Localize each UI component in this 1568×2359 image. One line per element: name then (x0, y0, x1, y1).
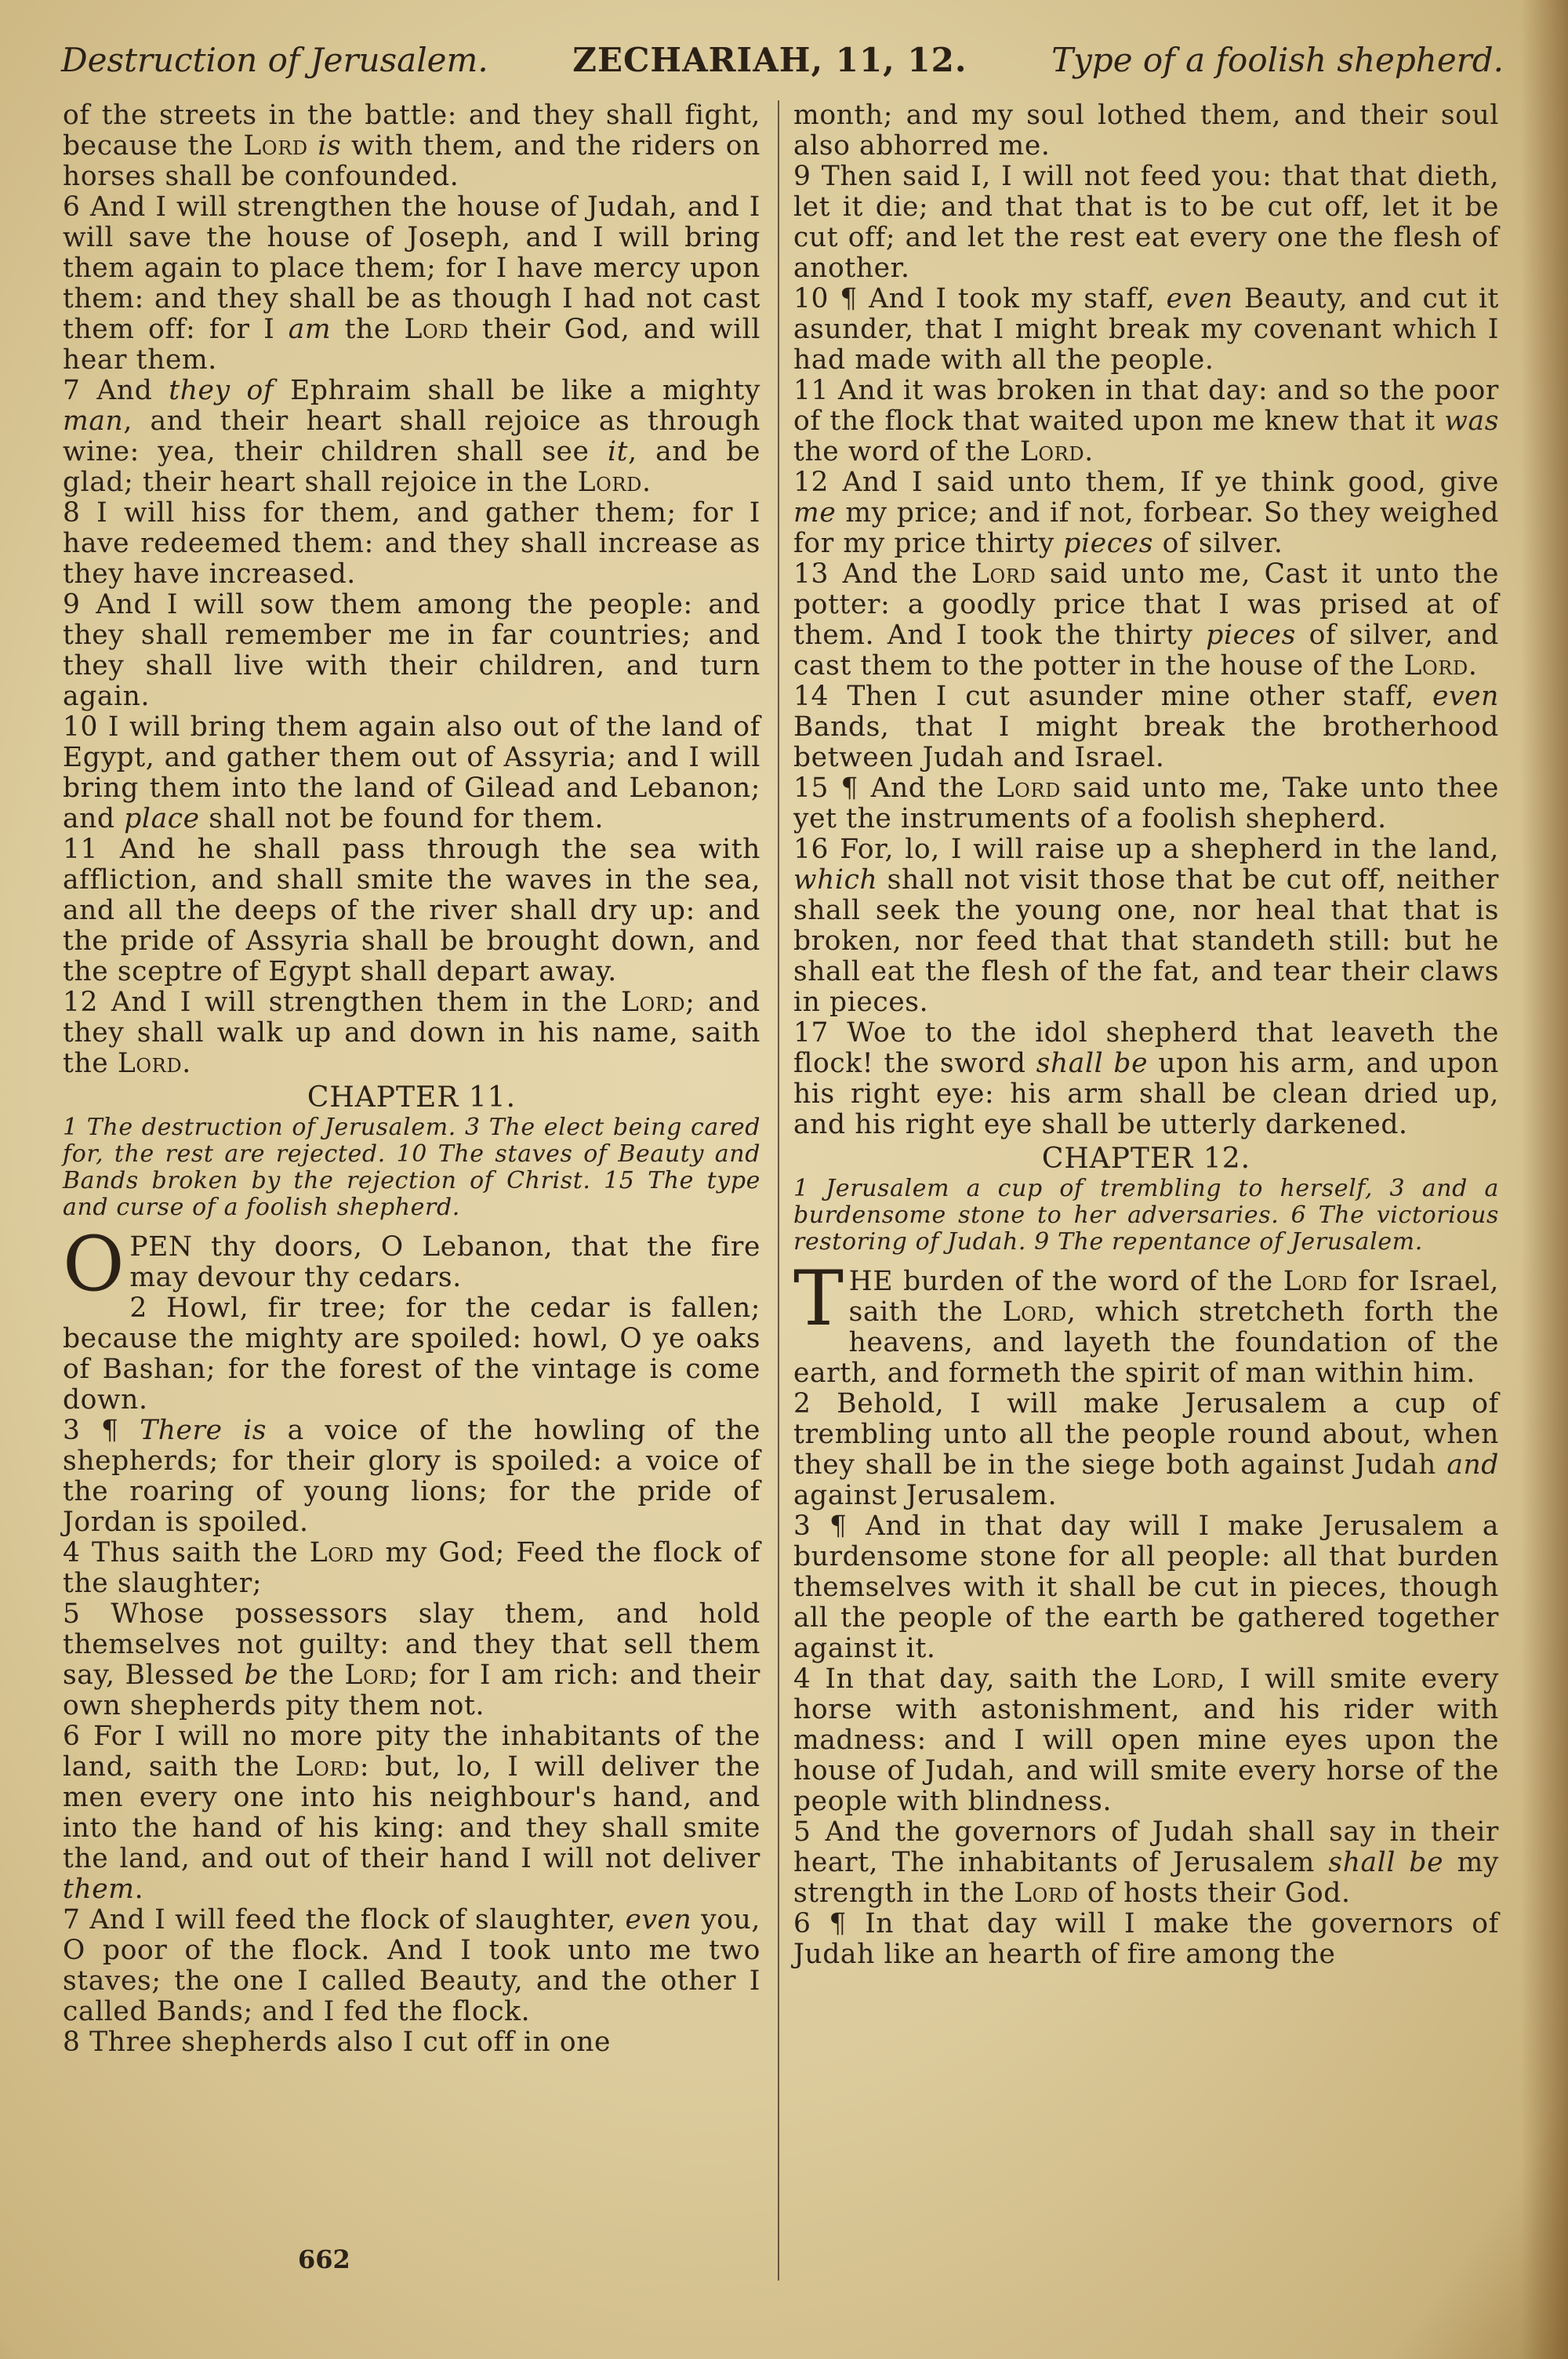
italic-text: which (793, 864, 878, 896)
italic-text: man (63, 405, 124, 437)
text: 7 And I will feed the flock of slaughter, (63, 1904, 626, 1936)
verse (793, 682, 1499, 773)
italic-text: me (793, 497, 837, 529)
text: , which stretcheth forth the heavens, and layeth the foundation of the earth, and formeth the spirit of man within him. (793, 1296, 1499, 1389)
text: 5 And the governors of Judah shall say in their heart, The inhabitants of Jerusalem (793, 1816, 1499, 1878)
text: 5 Whose possessors slay them, and hold themselves not guilty: and they that sell them say, Blessed (63, 1598, 760, 1691)
small-caps-text: Lord (404, 314, 469, 345)
verses-before (63, 100, 760, 1079)
verse (63, 712, 760, 834)
verse (63, 1599, 760, 1721)
italic-text: them (63, 1874, 135, 1905)
text: their God, and will hear them. (63, 314, 761, 376)
italic-text: pieces (1063, 528, 1154, 559)
text: . (134, 1874, 144, 1905)
verse (63, 1905, 760, 2027)
verse (63, 376, 760, 498)
small-caps-text: Lord (620, 987, 686, 1018)
text: 11 And it was broken in that day: and so the poor of the flock that waited upon me knew that it (793, 375, 1499, 437)
text: of hosts their God. (1078, 1877, 1351, 1909)
text: Ephraim shall be like a mighty (274, 375, 761, 406)
text: my price; and if not, forbear. So they weighed for my price thirty (793, 497, 1499, 559)
verse (793, 100, 1499, 162)
text: the (278, 1659, 345, 1691)
italic-text: even (1432, 681, 1499, 712)
text: , and their heart shall rejoice as through wine: yea, their children shall see (63, 405, 760, 467)
verse (793, 467, 1499, 559)
text: of the streets in the battle: and they shall fight, because the (63, 100, 760, 162)
italic-text: shall be (1036, 1048, 1149, 1079)
verse (63, 590, 760, 712)
text: . (1084, 436, 1094, 467)
small-caps-text: Lord (1283, 1266, 1348, 1297)
italic-text: shall be (1328, 1847, 1444, 1878)
text: . (182, 1048, 191, 1079)
text: : but, lo, I will deliver the men every one into his neighbour's hand, and into the hand of his king: and they shall smite the land, and out of their hand I will not deliver (63, 1751, 761, 1874)
verse (793, 1909, 1499, 1970)
page-edge-shadow (1521, 0, 1568, 2359)
text: upon his arm, and upon his right eye: his arm shall be clean dried up, and his right eye shall be utterly darkened. (793, 1048, 1499, 1140)
verse (793, 834, 1499, 1018)
text: , and be glad; their heart shall rejoice in the (63, 436, 760, 498)
italic-text: and (1446, 1449, 1499, 1481)
verse (793, 1664, 1499, 1817)
verse (63, 834, 760, 987)
chapter-heading: CHAPTER 11. (307, 1081, 517, 1114)
text: 14 Then I cut asunder mine other staff, (793, 681, 1433, 712)
page-number: 662 (298, 2245, 350, 2274)
small-caps-text: Lord (971, 558, 1036, 590)
text: Beauty, and cut it asunder, that I might break my covenant which I had made with all the people. (793, 283, 1499, 376)
text: month; and my soul lothed them, and their soul also abhorred me. (793, 100, 1499, 162)
text: shall not be found for them. (199, 803, 604, 834)
verse (63, 1293, 760, 1416)
small-caps-text: Lord (117, 1048, 183, 1079)
text: you, O poor of the flock. And I took unto me two staves; the one I called Beauty, and the other I called Bands; and I fed the flock. (63, 1904, 761, 2027)
text: the (331, 314, 405, 345)
text: with them, and the riders on horses shall be confounded. (63, 130, 760, 192)
chapter-summary: 1 Jerusalem a cup of trembling to herself, 3 and a burdensome stone to her adversaries. 6 The victorious restoring of Judah. 9 The repentance of Jerusalem. (793, 1175, 1499, 1256)
italic-text: even (625, 1904, 692, 1936)
text: Bands, that I might break the brotherhood between Judah and Israel. (793, 711, 1499, 773)
text: said unto me, Take unto thee yet the instruments of a foolish shepherd. (793, 772, 1499, 834)
text: 7 And (63, 375, 169, 406)
running-header (61, 41, 1504, 88)
italic-text: even (1166, 283, 1233, 314)
left-column (63, 100, 760, 2058)
text: , I will smite every horse with astonishment, and his rider with madness: and I will open mine eyes upon the house of Judah, and will smite every horse of the people with blindness. (793, 1663, 1499, 1817)
verse (793, 1389, 1499, 1511)
small-caps-text: Lord (309, 1537, 375, 1568)
text: 11 And he shall pass through the sea with affliction, and shall smite the waves in the sea, and all the deeps of the river shall dry up: and the pride of Assyria shall be brought down, and the sceptre of Egypt shall depart away. (63, 834, 760, 987)
header-right: Type of a foolish shepherd. (1051, 41, 1504, 79)
text: HE burden of the word of the (848, 1266, 1283, 1297)
text: 12 And I said unto them, If ye think good, give (793, 467, 1499, 498)
text: 6 And I will strengthen the house of Judah, and I will save the house of Joseph, and I will bring them again to place them; for I have mercy upon them: and they shall be as though I had not cast them off: for I (63, 191, 760, 345)
text: 6 ¶ In that day will I make the governors of Judah like an hearth of fire among the (793, 1908, 1499, 1970)
text: 8 I will hiss for them, and gather them; for I have redeemed them: and they shall increase as they have increased. (63, 497, 760, 590)
text: 2 Behold, I will make Jerusalem a cup of trembling unto all the people round about, when they shall be in the siege both against Judah (793, 1388, 1499, 1481)
italic-text: be (244, 1659, 279, 1691)
text: my strength in the (793, 1847, 1499, 1909)
first-verse-text (793, 1255, 1499, 1389)
verse (63, 987, 760, 1079)
text: 2 Howl, fir tree; for the cedar is fallen; because the mighty are spoiled: howl, O ye oaks of Bashan; for the forest of the vintage is come down. (63, 1292, 760, 1416)
small-caps-text: Lord (295, 1751, 360, 1783)
italic-text: am (288, 314, 332, 345)
verse (793, 284, 1499, 376)
text: 4 In that day, saith the (793, 1663, 1152, 1695)
verse (63, 100, 760, 192)
text: 9 Then said I, I will not feed you: that that dieth, let it die; and that that is to be cut off, let it be cut off; and let the rest eat every one the flesh of another. (793, 161, 1499, 284)
header-left: Destruction of Jerusalem. (61, 41, 488, 79)
verses-before (793, 100, 1499, 1140)
first-verse-text (129, 1231, 760, 1293)
verse (793, 773, 1499, 834)
drop-cap: T (793, 1255, 844, 1343)
verse (63, 192, 760, 376)
small-caps-text: Lord (1014, 1877, 1079, 1909)
column-divider (778, 100, 779, 2281)
text: . (1468, 650, 1478, 682)
text: of silver. (1153, 528, 1283, 559)
text: 17 Woe to the idol shepherd that leaveth the flock! the sword (793, 1017, 1499, 1079)
text: shall not visit those that be cut off, neither shall seek the young one, nor heal that that is broken, nor feed that that standeth still: but he shall eat the flesh of the fat, and tear their claws in pieces. (793, 864, 1499, 1018)
text: ; and they shall walk up and down in his name, saith the (63, 987, 760, 1079)
chapter-summary: 1 The destruction of Jerusalem. 3 The elect being cared for, the rest are rejected. 10 The staves of Beauty and Bands broken by the rejection of Christ. 15 The type and curse of a foolish shepherd. (63, 1114, 760, 1221)
header-book-chapter: ZECHARIAH, 11, 12. (572, 41, 967, 79)
text: 3 ¶ (63, 1415, 140, 1446)
italic-text: place (124, 803, 200, 834)
text (308, 130, 318, 162)
small-caps-text: Lord (344, 1659, 409, 1691)
text: 10 I will bring them again also out of the land of Egypt, and gather them out of Assyria; and I will bring them into the land of Gilead and Lebanon; and (63, 711, 760, 834)
small-caps-text: Lord (996, 772, 1061, 804)
verse (63, 498, 760, 590)
text: my God; Feed the flock of the slaughter; (63, 1537, 760, 1599)
verse (793, 376, 1499, 467)
text: of silver, and cast them to the potter in the house of the (793, 620, 1499, 682)
chapter-heading: CHAPTER 12. (1041, 1143, 1251, 1175)
text: for Israel, saith the (848, 1266, 1499, 1328)
italic-text: is (318, 130, 342, 162)
verses-after (63, 1293, 760, 2058)
italic-text: was (1444, 405, 1499, 437)
text: 16 For, lo, I will raise up a shepherd in the land, (793, 834, 1499, 865)
text: 15 ¶ And the (793, 772, 996, 804)
text: 12 And I will strengthen them in the (63, 987, 621, 1018)
verse (793, 1817, 1499, 1909)
text: PEN thy doors, O Lebanon, that the fire may devour thy cedars. (129, 1231, 760, 1293)
small-caps-text: Lord (577, 467, 642, 498)
verse (63, 2027, 760, 2058)
drop-cap: O (63, 1220, 125, 1308)
verse (793, 559, 1499, 682)
text: ; for I am rich: and their own shepherds pity them not. (63, 1659, 760, 1721)
text: . (641, 467, 652, 498)
text: 10 ¶ And I took my staff, (793, 283, 1167, 314)
italic-text: it (608, 436, 629, 467)
verse (793, 1018, 1499, 1140)
text: 13 And the (793, 558, 972, 590)
italic-text: pieces (1206, 620, 1296, 651)
small-caps-text: Lord (243, 130, 308, 162)
verse (793, 162, 1499, 284)
verses-after (793, 1389, 1499, 1970)
text: 4 Thus saith the (63, 1537, 310, 1568)
text: against Jerusalem. (793, 1480, 1058, 1511)
small-caps-text: Lord (1152, 1663, 1217, 1695)
italic-text: There is (140, 1415, 267, 1446)
text: 6 For I will no more pity the inhabitants of the land, saith the (63, 1721, 760, 1783)
small-caps-text: Lord (1002, 1296, 1067, 1328)
verse (793, 1511, 1499, 1664)
text: the word of the (793, 436, 1020, 467)
text: a voice of the howling of the shepherds; for their glory is spoiled: a voice of the roaring of young lions; for the pride of Jordan is spoiled. (63, 1415, 761, 1538)
first-verse (793, 1255, 1499, 1389)
first-verse (63, 1220, 760, 1308)
verse (63, 1416, 760, 1538)
text: 3 ¶ And in that day will I make Jerusalem a burdensome stone for all people: all that burden themselves with it shall be cut in pieces, though all the people of the earth be gathered together against it. (793, 1510, 1499, 1664)
small-caps-text: Lord (1019, 436, 1085, 467)
verse (63, 1721, 760, 1905)
text: said unto me, Cast it unto the potter: a goodly price that I was prised at of them. And I took the thirty (793, 558, 1500, 651)
small-caps-text: Lord (1403, 650, 1468, 682)
verse (63, 1538, 760, 1599)
italic-text: they of (169, 375, 274, 406)
text: 9 And I will sow them among the people: and they shall remember me in far countries; and they shall live with their children, and turn again. (63, 589, 760, 712)
text: 8 Three shepherds also I cut off in one (63, 2026, 612, 2058)
right-column (793, 100, 1499, 1970)
